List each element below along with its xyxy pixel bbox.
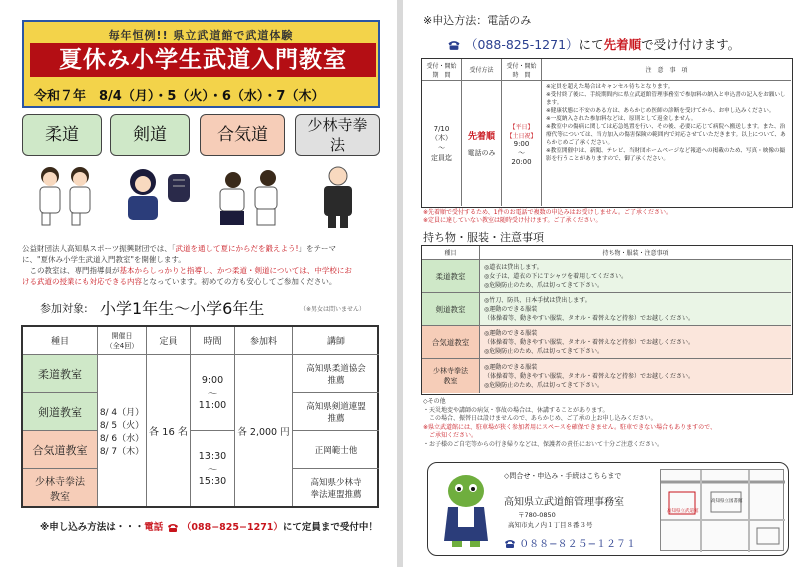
header-banner (22, 20, 380, 108)
th-event: 種目 (23, 327, 98, 355)
contact-heading: ◇問合せ・申込み・手続はこちらまで (504, 472, 622, 480)
other-notes: ◇その他 ・天災地変や講師の病気・事故の場合は、休講することがあります。 この場合、振替日は設けませんので、あらかじめ、ご了承の上お申し込みください。 ※県立武道館には、駐車場が狭く参加者用にスペースを確保できません。駐車できない場合もありますので、 ご承知ください。 ・お子様のご自宅等からの行き帰りなどは、保護者の責任において十分ご注意ください。 (423, 398, 795, 449)
cell-instructor-shorinji: 高知県少林寺 拳法連盟推薦 (310, 477, 362, 500)
phone-icon (504, 539, 516, 549)
contact-box (427, 462, 789, 556)
martial-art-kendo: 剣道 (110, 114, 190, 156)
phone-number[interactable]: （088-825-1271） (464, 37, 579, 52)
rth-period: 受付・開始 期 間 (422, 59, 462, 81)
red-note-line: ※先着順で受付するため、1件のお電話で複数の申込みはお受けしません。ご了承ください。 (423, 209, 672, 216)
page-title: 夏休み小学生武道入門教室 (30, 43, 376, 77)
th-dates: 開催日 （全4回） (98, 327, 147, 355)
cell-time (502, 81, 542, 206)
apply-method-left: ※申し込み方法は・・・電話 （088−825−1271）にて定員まで受付中！ (40, 522, 378, 533)
phone-icon (447, 40, 461, 51)
location-map[interactable] (660, 469, 784, 551)
rth-time: 受付・開始 時 間 (502, 59, 542, 81)
phone-line: （088-825-1271）にて先着順で受け付けます。 (447, 35, 740, 53)
aikido-kids-illustration (220, 170, 277, 225)
cell-instructor-aikido: 正岡範士他 (293, 431, 379, 469)
bth-items: 持ち物・服装・注意事項 (480, 246, 791, 260)
apply-method-heading: ※申込方法：電話のみ (423, 14, 532, 27)
note-line: ※教室中の傷病に関しては応急処置を行い、その後、必要に応じて病院へ搬送します。また、治療代等については、当方加入の傷害保険の範囲内で対応させていただきます。以上について、あらかじめご了承ください。 (546, 124, 786, 146)
th-fee: 参加料 (235, 327, 293, 355)
cell-dates: 8/ 4（月） 8/ 5（火） 8/ 6（水） 8/ 7（木） (98, 355, 147, 506)
brow-items-shorinji: ◎運動のできる服装 （体操着等、動きやすい服装、タオル・着替えなど持参）でお越しください。 ◎危険防止のため、爪は切ってきて下さい。 (480, 359, 791, 393)
brow-event-kendo: 剣道教室 (422, 293, 480, 326)
intro-line: 公益財団法人高知県スポーツ振興財団では、「武道を通して夏にからだを鍛えよう!」をテーマ (22, 244, 336, 253)
intro-line: に、"夏休み小学生武道入門教室"を開催します。 (22, 255, 186, 264)
illustration-kids (28, 162, 368, 232)
cell-method (462, 81, 502, 206)
phone-icon (167, 523, 179, 533)
tagline: 毎年恒例!! 県立武道館で武道体験 (108, 29, 294, 42)
row-event-shorinji: 少林寺拳法 教室 (23, 469, 98, 506)
participant-value: 小学1年生〜小学6年生 (100, 299, 265, 318)
martial-art-judo: 柔道 (22, 114, 102, 156)
map-label-library: 高知県立図書館 (711, 499, 743, 504)
note-line: ※健康状態に不安のある方は、あらかじめ医師の診断を受けてから、お申し込みください。 (546, 108, 775, 114)
cell-instructor-kendo: 高知県剣道連盟 推薦 (293, 393, 379, 431)
row-event-aikido: 合気道教室 (23, 431, 98, 469)
contact-phone[interactable] (504, 535, 636, 550)
intro-text (22, 243, 380, 287)
note-line: ※教室開催中は、新聞、テレビ、当財団ホームページなど報道への掲載のため、写真・映像の撮影を行うことがありますので、御了承ください。 (546, 148, 786, 162)
brow-items-judo: ◎道衣は貸出します。 ◎女子は、道衣の下にＴシャツを着用してください。 ◎危険防止のため、爪は切ってきて下さい。 (480, 260, 791, 293)
cell-time-value: 9:00 〜 20:00 (511, 139, 532, 166)
contact-address: 高知市丸ノ内１丁目８番３号 (508, 521, 593, 529)
row-event-judo: 柔道教室 (23, 355, 98, 393)
note-line: ※受付終了後に、手続期間内に県立武道館管理事務室で参加料の納入と申込書の記入をお願いします。 (546, 92, 786, 106)
participant-label: 参加対象: (40, 302, 88, 315)
left-page (0, 0, 397, 567)
martial-art-shorinji-label: 少林寺拳法 (307, 116, 368, 154)
brow-items-aikido: ◎運動のできる服装 （体操着等、動きやすい服装、タオル・着替えなど持参）でお越しください。 ◎危険防止のため、爪は切ってきて下さい。 (480, 326, 791, 359)
apply-phone-number[interactable]: （088−825−1271） (181, 522, 283, 533)
martial-art-aikido: 合気道 (200, 114, 285, 156)
mascot-icon (438, 471, 494, 549)
brow-event-shorinji: 少林寺拳法 教室 (422, 359, 480, 393)
participant-note: （※男女は問いません） (300, 306, 366, 313)
bth-event: 種目 (422, 246, 480, 260)
note-line: ※一度納入された参加料などは、原則として返金しません。 (546, 116, 697, 122)
schedule-table (21, 325, 379, 508)
apply-phone-label: 電話 (144, 522, 164, 533)
map-label-budokan: 高知県立武道館 (667, 509, 699, 514)
cell-capacity: 各 16 名 (147, 355, 191, 506)
cell-method-label: 電話のみ (467, 149, 496, 157)
event-dates: 令和７年 8/4（月）・5（火）・6（水）・7（木） (34, 89, 325, 104)
rth-method: 受付方法 (462, 59, 502, 81)
kendo-kid-illustration (128, 169, 190, 220)
cell-time-tag: 【平日】 【土日祝】 (506, 123, 537, 140)
belongings-table (421, 245, 793, 395)
note-line: ※定員を超えた場合はキャンセル待ちとなります。 (546, 84, 674, 90)
contact-office: 高知県立武道館管理事務室 (504, 497, 624, 508)
reception-table (421, 58, 793, 208)
cell-fee: 各 2,000 円 (235, 355, 293, 506)
martial-art-shorinji (295, 114, 380, 156)
cell-time-pm: 13:30 〜 15:30 (191, 431, 235, 506)
shorinji-master-illustration (324, 167, 352, 228)
intro-line: この教室は、専門指導員が基本からしっかりと指導し、かつ柔道・剣道については、中学校にお (22, 266, 352, 275)
brow-items-kendo: ◎竹刀、防具、日本手拭は貸出します。 ◎運動のできる服装 （体操着等、動きやすい服装、タオル・着替えなど持参）でお越しください。 (480, 293, 791, 326)
judo-kids-illustration (40, 167, 90, 225)
contact-phone-number[interactable]: ０８８−８２５−１２７１ (519, 539, 636, 550)
other-heading: ◇その他 (423, 398, 446, 405)
cell-order: 先着順 (467, 132, 495, 142)
cell-instructor-judo: 高知県柔道協会 推薦 (293, 355, 379, 393)
contact-postal: 〒780-0850 (518, 511, 556, 519)
red-notes (423, 209, 793, 225)
belongings-title: 持ち物・服装・注意事項 (423, 231, 544, 244)
right-page (403, 0, 800, 567)
intro-line: ける武道の授業にも対応できる内容となっています。初めての方も安心してご参加ください。 (22, 277, 337, 286)
red-note-line: ※定員に達していない教室は随時受け付けます。ご了承ください。 (423, 217, 602, 224)
cell-notes (542, 81, 791, 206)
th-capacity: 定員 (147, 327, 191, 355)
first-come-label: 先着順 (603, 37, 642, 52)
th-instructor: 講師 (293, 327, 379, 355)
rth-notes: 注 意 事 項 (542, 59, 791, 81)
brow-event-judo: 柔道教室 (422, 260, 480, 293)
cell-period: 7/10 （木） 〜 定員迄 (422, 81, 462, 206)
th-time: 時間 (191, 327, 235, 355)
cell-time-am: 9:00 〜 11:00 (191, 355, 235, 431)
brow-event-aikido: 合気道教室 (422, 326, 480, 359)
row-event-kendo: 剣道教室 (23, 393, 98, 431)
